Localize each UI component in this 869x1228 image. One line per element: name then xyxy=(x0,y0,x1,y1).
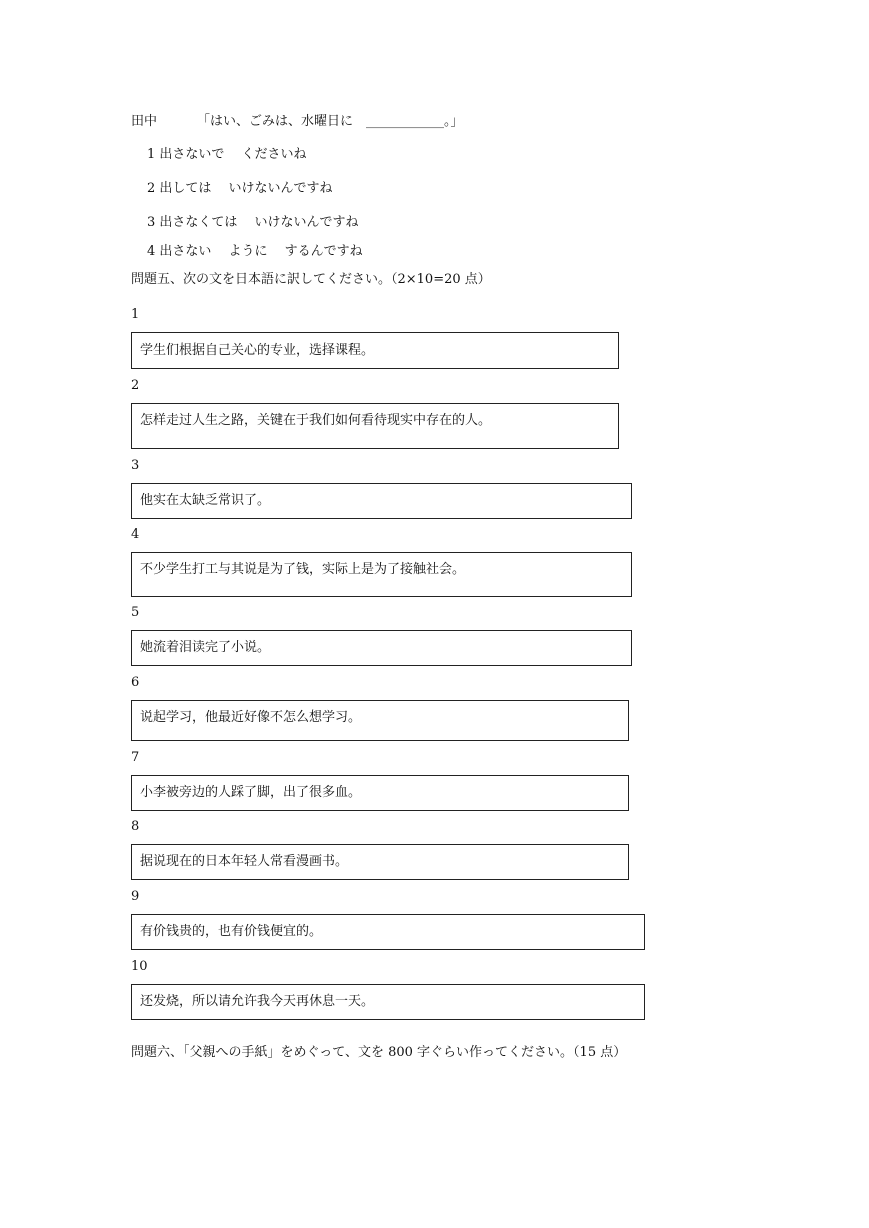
item-text: 学生们根据自己关心的专业，选择课程。 xyxy=(140,342,375,358)
translation-box xyxy=(131,403,619,449)
item-text: 还发烧，所以请允许我今天再休息一天。 xyxy=(140,994,375,1009)
item-text: 不少学生打工与其说是为了钱，实际上是为了接触社会。 xyxy=(140,562,466,577)
option-4: 4 出さない ように するんですね xyxy=(147,244,363,259)
item-number: 10 xyxy=(131,959,148,974)
translation-box xyxy=(131,630,632,666)
item-text: 她流着泪读完了小说。 xyxy=(140,640,271,655)
option-3: 3 出さなくては いけないんですね xyxy=(147,215,359,230)
translation-box xyxy=(131,775,629,811)
item-number: 2 xyxy=(131,378,140,393)
item-number: 8 xyxy=(131,819,140,834)
item-number: 1 xyxy=(131,307,140,322)
option-1: 1 出さないで くださいね xyxy=(147,147,307,162)
item-text: 怎样走过人生之路，关键在于我们如何看待现实中存在的人。 xyxy=(140,413,492,428)
translation-box xyxy=(131,332,619,369)
item-number: 6 xyxy=(131,675,140,690)
item-number: 5 xyxy=(131,605,140,620)
dialogue-quote: 「はい、ごみは、水曜日に ____________。」 xyxy=(197,114,464,129)
item-text: 他实在太缺乏常识了。 xyxy=(140,493,271,508)
translation-box xyxy=(131,700,629,741)
item-number: 4 xyxy=(131,527,140,542)
translation-box xyxy=(131,914,645,950)
item-number: 9 xyxy=(131,889,140,904)
translation-box xyxy=(131,984,645,1020)
item-number: 7 xyxy=(131,750,140,765)
translation-box xyxy=(131,483,632,519)
section5-heading: 問題五、次の文を日本語に訳してください。（2×10=20 点） xyxy=(131,272,491,287)
option-2: 2 出しては いけないんですね xyxy=(147,181,333,196)
item-text: 据说现在的日本年轻人常看漫画书。 xyxy=(140,854,349,869)
item-text: 有价钱贵的，也有价钱便宜的。 xyxy=(140,924,323,939)
item-number: 3 xyxy=(131,458,140,473)
translation-box xyxy=(131,844,629,880)
item-text: 小李被旁边的人踩了脚，出了很多血。 xyxy=(140,785,362,800)
translation-box xyxy=(131,552,632,597)
dialogue-speaker: 田中 xyxy=(131,114,158,129)
item-text: 说起学习，他最近好像不怎么想学习。 xyxy=(140,710,362,725)
section6-heading: 問題六、「父親への手紙」をめぐって、文を 800 字ぐらい作ってください。（15 点） xyxy=(131,1045,627,1060)
